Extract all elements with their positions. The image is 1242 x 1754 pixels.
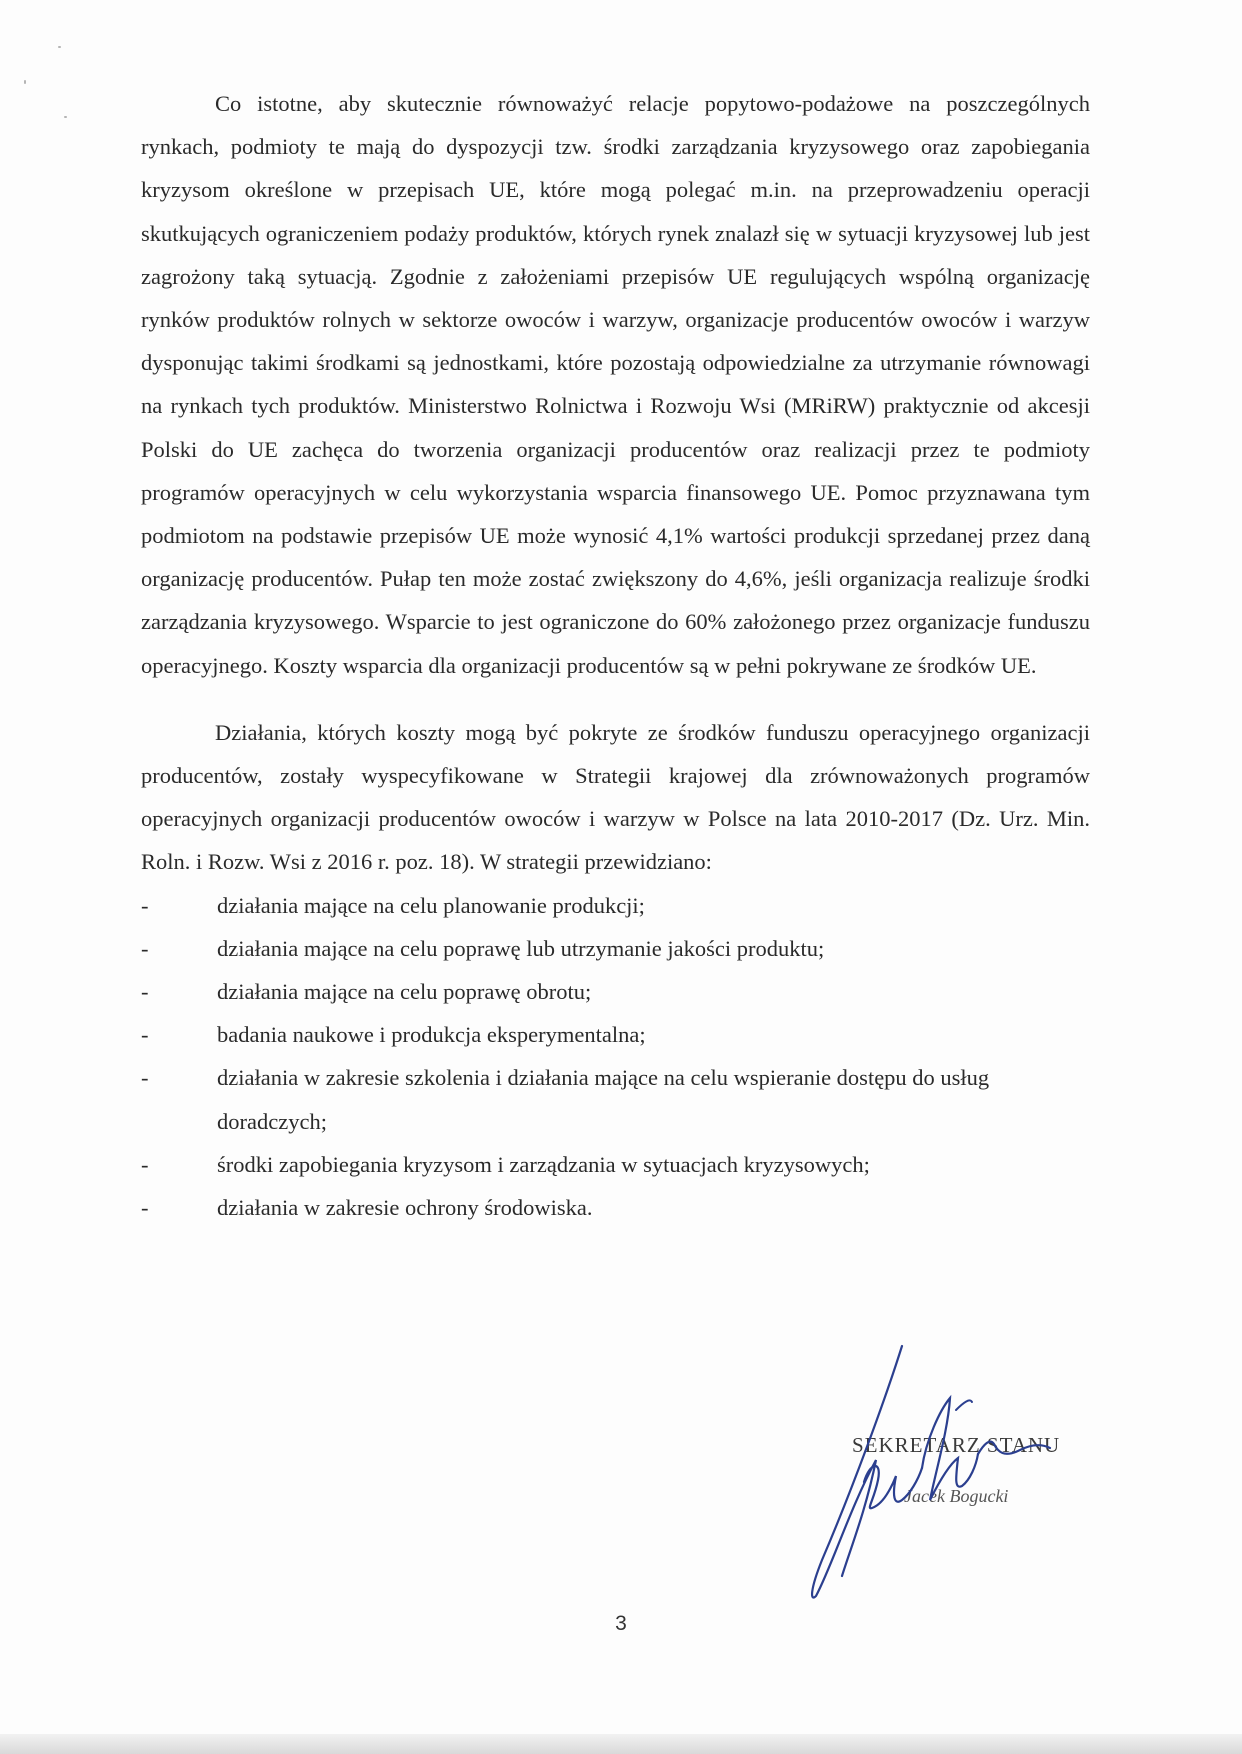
scan-artifact-mark xyxy=(24,80,26,84)
list-item xyxy=(141,884,1090,927)
handwritten-signature xyxy=(780,1340,1100,1640)
list-item-text: badania naukowe i produkcja eksperymentalna; xyxy=(217,1022,646,1048)
list-item-text: działania mające na celu poprawę obrotu; xyxy=(217,979,592,1005)
bullet-dash: - xyxy=(141,1065,149,1091)
list-item-text: działania w zakresie ochrony środowiska. xyxy=(217,1195,593,1221)
bullet-dash: - xyxy=(141,1022,149,1048)
document-body xyxy=(141,82,1090,1229)
stamp-name: Jacek Bogucki xyxy=(904,1486,1009,1506)
list-item xyxy=(141,1056,1090,1142)
paragraph: Działania, których koszty mogą być pokryte ze środków funduszu operacyjnego organizacji producentów, zostały wyspecyfikowane w Strategii krajowej dla zrównoważonych programów operacyjnych organizacji producentów owoców i warzyw w Polsce na lata 2010-2017 (Dz. Urz. Min. Roln. i Rozw. Wsi z 2016 r. poz. 18). W strategii przewidziano: xyxy=(141,719,1090,875)
list-item-text: środki zapobiegania kryzysom i zarządzania w sytuacjach kryzysowych; xyxy=(217,1151,870,1177)
bullet-dash: - xyxy=(141,935,149,961)
list-item xyxy=(141,1186,1090,1229)
list-item-text: działania w zakresie szkolenia i działania mające na celu wspieranie dostępu do usług doradczych; xyxy=(217,1065,990,1134)
scan-artifact-mark xyxy=(58,46,61,48)
list-item xyxy=(141,970,1090,1013)
scan-bottom-edge xyxy=(0,1734,1242,1754)
bullet-dash: - xyxy=(141,1151,149,1177)
list-item-text: działania mające na celu planowanie produkcji; xyxy=(217,892,645,918)
scan-artifact-mark xyxy=(64,116,67,118)
list-item xyxy=(141,1013,1090,1056)
list-item xyxy=(141,1143,1090,1186)
stamp-title: SEKRETARZ STANU xyxy=(852,1433,1061,1457)
list-item xyxy=(141,927,1090,970)
page-number: 3 xyxy=(615,1612,627,1635)
bullet-list xyxy=(141,884,1090,1230)
bullet-dash: - xyxy=(141,1195,149,1221)
signature-stamp-block xyxy=(780,1340,1100,1640)
bullet-dash: - xyxy=(141,892,149,918)
list-item-text: działania mające na celu poprawę lub utrzymanie jakości produktu; xyxy=(217,935,825,961)
bullet-dash: - xyxy=(141,979,149,1005)
paragraph: Co istotne, aby skutecznie równoważyć relacje popytowo-podażowe na poszczególnych rynkach, podmioty te mają do dyspozycji tzw. środki zarządzania kryzysowego oraz zapobiegania kryzysom określone w przepisach UE, które mogą polegać m.in. na przeprowadzeniu operacji skutkujących ograniczeniem podaży produktów, których rynek znalazł się w sytuacji kryzysowej lub jest zagrożony taką sytuacją. Zgodnie z założeniami przepisów UE regulujących wspólną organizację rynków produktów rolnych w sektorze owoców i warzyw, organizacje producentów owoców i warzyw dysponując takimi środkami są jednostkami, które pozostają odpowiedzialne za utrzymanie równowagi na rynkach tych produktów. Ministerstwo Rolnictwa i Rozwoju Wsi (MRiRW) praktycznie od akcesji Polski do UE zachęca do tworzenia organizacji producentów oraz realizacji przez te podmioty programów operacyjnych w celu wykorzystania wsparcia finansowego UE. Pomoc przyznawana tym podmiotom na podstawie przepisów UE może wynosić 4,1% wartości produkcji sprzedanej przez daną organizację producentów. Pułap ten może zostać zwiększony do 4,6%, jeśli organizacja realizuje środki zarządzania kryzysowego. Wsparcie to jest ograniczone do 60% założonego przez organizacje funduszu operacyjnego. Koszty wsparcia dla organizacji producentów są w pełni pokrywane ze środków UE. xyxy=(141,91,1090,678)
